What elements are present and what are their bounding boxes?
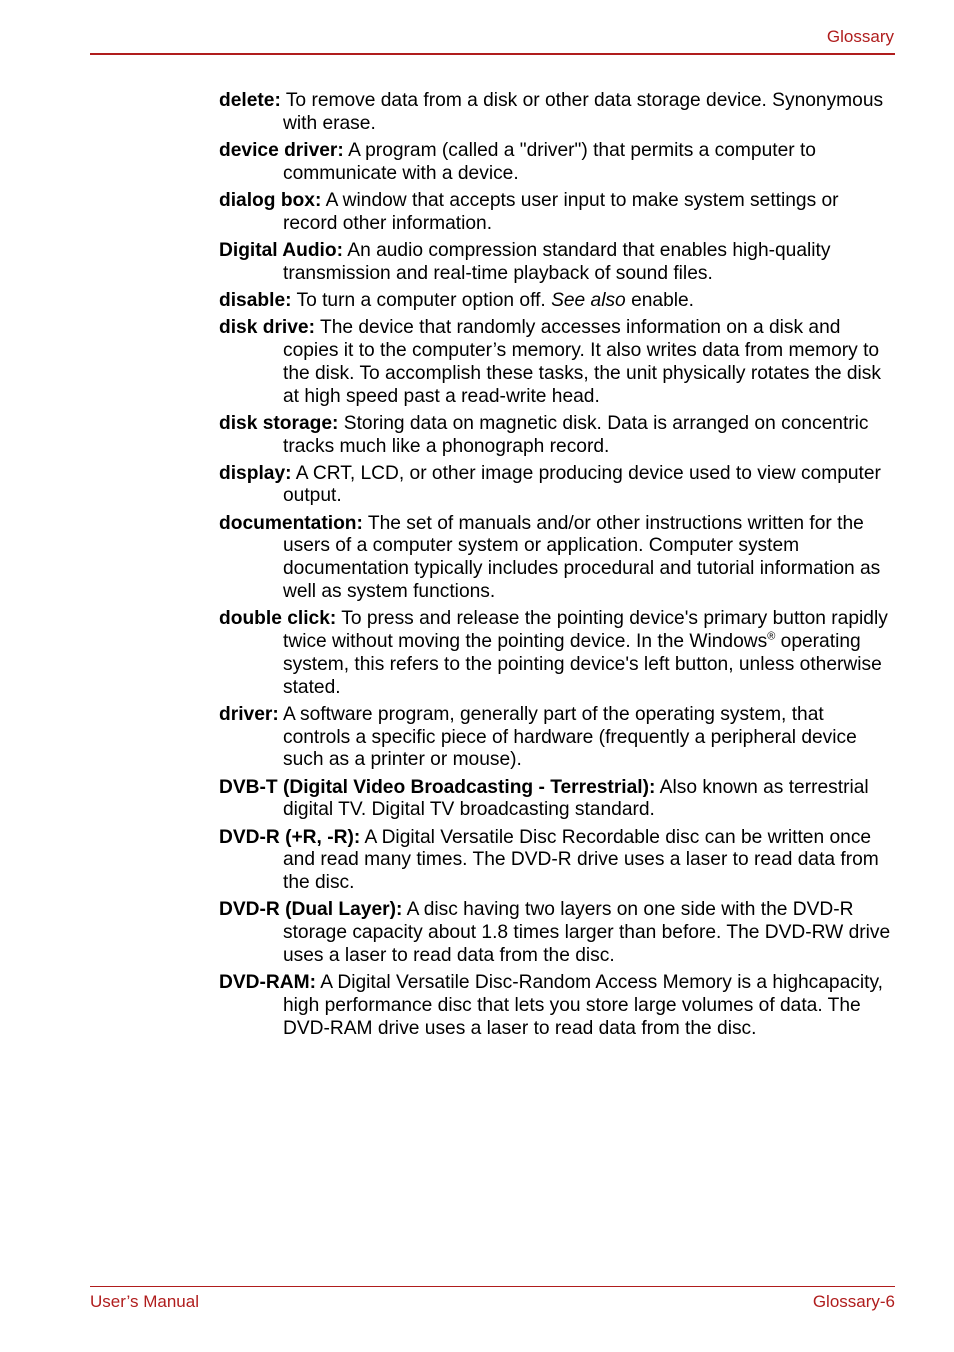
- glossary-term: disk storage:: [219, 412, 339, 434]
- header-divider: [90, 53, 895, 55]
- glossary-definition-end: operating system, this refers to the pointing device's left button, unless otherwise stated.: [283, 631, 882, 698]
- glossary-entry-display: [219, 463, 895, 509]
- glossary-definition: Storing data on magnetic disk. Data is arranged on concentric tracks much like a phonograph record.: [283, 412, 869, 457]
- glossary-definition: A CRT, LCD, or other image producing device used to view computer output.: [283, 462, 881, 507]
- glossary-definition: An audio compression standard that enables high-quality transmission and real-time playback of sound files.: [283, 239, 831, 284]
- glossary-term: DVD-R (Dual Layer):: [219, 899, 403, 921]
- glossary-term: Digital Audio:: [219, 239, 343, 261]
- glossary-term: disable:: [219, 289, 292, 311]
- glossary-term: documentation:: [219, 512, 363, 534]
- glossary-entry-dvd-r: [219, 827, 895, 895]
- glossary-entry-digital-audio: [219, 240, 895, 286]
- glossary-entry-disk-drive: [219, 317, 895, 408]
- glossary-definition: Also known as terrestrial digital TV. Digital TV broadcasting standard.: [283, 776, 869, 821]
- glossary-term: DVB-T (Digital Video Broadcasting - Terrestrial):: [219, 776, 656, 798]
- header-section-title: Glossary: [826, 27, 894, 46]
- glossary-term: double click:: [219, 608, 337, 630]
- glossary-entry-driver: [219, 704, 895, 772]
- glossary-term: device driver:: [219, 139, 344, 161]
- footer-page-number: Glossary-6: [812, 1292, 895, 1311]
- glossary-entry-dvb-t: [219, 777, 895, 823]
- glossary-definition: The set of manuals and/or other instructions written for the users of a computer system or application. Computer system documentation typically includes procedural and tutorial information as well as system functions.: [283, 512, 881, 603]
- glossary-definition: A Digital Versatile Disc-Random Access Memory is a highcapacity, high performance disc that lets you store large volumes of data. The DVD-RAM drive uses a laser to read data from the disc.: [283, 972, 883, 1039]
- glossary-definition: A software program, generally part of the operating system, that controls a specific piece of hardware (frequently a peripheral device such as a printer or mouse).: [278, 703, 857, 771]
- glossary-definition: To turn a computer option off.: [291, 289, 552, 311]
- glossary-entry-device-driver: [219, 140, 895, 186]
- glossary-definition: The device that randomly accesses information on a disk and copies it to the computer’s memory. It also writes data from memory to the disk. To accomplish these tasks, the unit physically rotates the disk at high speed past a read-write head.: [283, 317, 881, 407]
- glossary-term: DVD-R (+R, -R):: [219, 826, 361, 848]
- glossary-entry-dialog-box: [219, 190, 895, 236]
- glossary-definition: A program (called a "driver") that permits a computer to communicate with a device.: [283, 139, 816, 184]
- glossary-term: dialog box:: [219, 189, 322, 211]
- glossary-term: disk drive:: [219, 317, 315, 339]
- glossary-entry-dvd-r-dual-layer: [219, 899, 895, 967]
- glossary-entry-double-click: [219, 608, 895, 699]
- glossary-term: DVD-RAM:: [219, 972, 316, 994]
- footer-divider: [90, 1286, 895, 1287]
- glossary-entry-disable: [219, 290, 895, 313]
- footer-manual-title: User’s Manual: [90, 1292, 199, 1311]
- glossary-entry-dvd-ram: [219, 972, 895, 1040]
- glossary-term: delete:: [219, 90, 281, 111]
- glossary-definition: A disc having two layers on one side with the DVD-R storage capacity about 1.8 times larger than before. The DVD-RW drive uses a laser to read data from the disc.: [283, 899, 891, 966]
- glossary-definition: To remove data from a disk or other data storage device. Synonymous with erase.: [280, 90, 884, 134]
- glossary-entries: [219, 90, 895, 1045]
- glossary-definition-end: enable.: [625, 289, 695, 311]
- glossary-entry-documentation: [219, 513, 895, 604]
- see-also-reference: See also: [551, 289, 626, 311]
- glossary-entry-disk-storage: [219, 413, 895, 459]
- glossary-definition: To press and release the pointing device's primary button rapidly twice without moving the pointing device. In the Windows: [283, 608, 888, 653]
- glossary-definition: A Digital Versatile Disc Recordable disc can be written once and read many times. The DVD-R drive uses a laser to read data from the disc.: [283, 826, 879, 894]
- glossary-term: driver:: [219, 703, 279, 725]
- glossary-term: display:: [219, 462, 292, 484]
- glossary-entry-delete: [219, 90, 895, 136]
- glossary-definition: A window that accepts user input to make system settings or record other information.: [283, 189, 839, 234]
- registered-trademark-mark: ®: [767, 630, 776, 643]
